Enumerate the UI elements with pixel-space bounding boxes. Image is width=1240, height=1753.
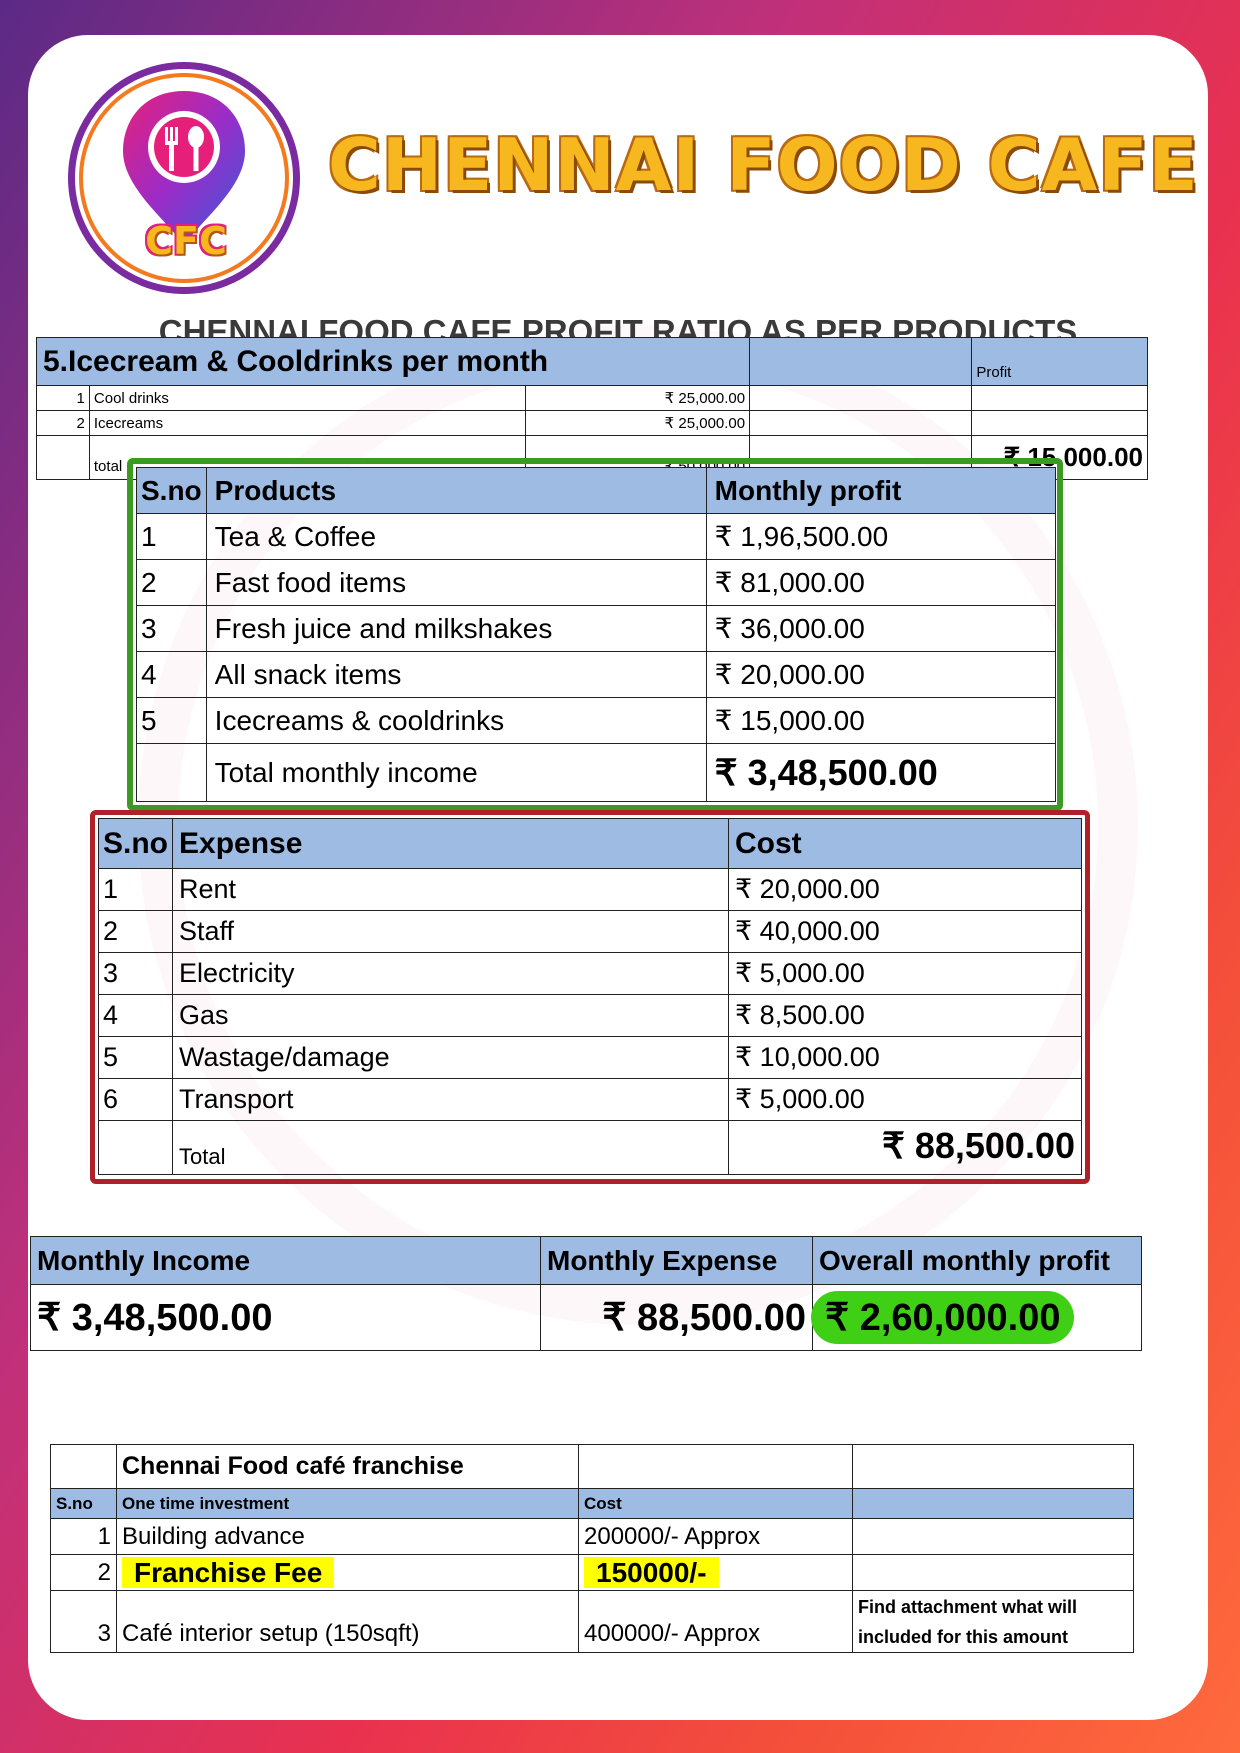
table-row: 2 Icecreams ₹ 25,000.00: [37, 411, 1148, 436]
summary-table: Monthly Income Monthly Expense Overall monthly profit ₹ 3,48,500.00 ₹ 88,500.00 ₹ 2,60,000.00: [30, 1236, 1142, 1351]
profit-header: Profit: [972, 338, 1148, 386]
table-row: 2 Fast food items ₹ 81,000.00: [137, 560, 1056, 606]
table-row: 5 Wastage/damage ₹ 10,000.00: [99, 1037, 1082, 1079]
franchise-caption: Chennai Food café franchise: [117, 1445, 579, 1489]
franchise-fee-value: 150000/-: [584, 1557, 719, 1588]
table-row-total: Total monthly income ₹ 3,48,500.00: [137, 744, 1056, 802]
summary-income: ₹ 3,48,500.00: [31, 1285, 541, 1351]
table-row: 1 Tea & Coffee ₹ 1,96,500.00: [137, 514, 1056, 560]
table-row: 2 Staff ₹ 40,000.00: [99, 911, 1082, 953]
page-title: CHENNAI FOOD CAFE PROFIT RATIO AS PER PRODUCTS: [158, 313, 1078, 350]
table-row: 4 All snack items ₹ 20,000.00: [137, 652, 1056, 698]
franchise-table: Chennai Food café franchise S.no One time investment Cost 1 Building advance 200000/- Approx 2 Franchise Fee 150000/- 3 Café interior setup (150sqft) 400000/- Approx Find attachment what will included for this amount: [50, 1444, 1134, 1653]
table-row-total: Total ₹ 88,500.00: [99, 1121, 1082, 1175]
total-expense-value: ₹ 88,500.00: [729, 1121, 1082, 1175]
products-table: S.no Products Monthly profit 1 Tea & Coffee ₹ 1,96,500.00 2 Fast food items ₹ 81,000.00 3 Fresh juice and milkshakes ₹ 36,000.00 4 All snack items ₹ 20,000.00 5 Icecreams & cooldrinks ₹ 15,000.00 Total monthly income ₹ 3,48,500.00: [136, 467, 1056, 802]
table-row-total: total ₹ 50,000.00 ₹ 15,000.00: [37, 436, 1148, 480]
icecream-table-title: 5.Icecream & Cooldrinks per month: [37, 338, 750, 386]
franchise-fee-label: Franchise Fee: [122, 1557, 334, 1588]
table-row: 6 Transport ₹ 5,000.00: [99, 1079, 1082, 1121]
logo-text: CFC: [145, 219, 227, 263]
summary-expense: ₹ 88,500.00: [541, 1285, 813, 1351]
franchise-note: Find attachment what will included for this amount: [853, 1591, 1134, 1653]
brand-logo: [68, 62, 300, 294]
brand-title: CHENNAI FOOD CAFE: [328, 123, 1199, 207]
table-row: 3 Fresh juice and milkshakes ₹ 36,000.00: [137, 606, 1056, 652]
table-row: 3 Electricity ₹ 5,000.00: [99, 953, 1082, 995]
table-row: 1 Cool drinks ₹ 25,000.00: [37, 386, 1148, 411]
table-row: 5 Icecreams & cooldrinks ₹ 15,000.00: [137, 698, 1056, 744]
expense-table: S.no Expense Cost 1 Rent ₹ 20,000.00 2 Staff ₹ 40,000.00 3 Electricity ₹ 5,000.00 4 Gas ₹ 8,500.00 5 Wastage/damage ₹ 10,000.00 6 Transport ₹ 5,000.00 Total ₹ 88,500.00: [98, 818, 1082, 1175]
icecream-profit-value: ₹ 15,000.00: [972, 436, 1148, 480]
table-row: 1 Building advance 200000/- Approx: [51, 1519, 1134, 1555]
table-row: 4 Gas ₹ 8,500.00: [99, 995, 1082, 1037]
total-income-value: ₹ 3,48,500.00: [706, 744, 1055, 802]
overall-profit-badge: ₹ 2,60,000.00: [811, 1291, 1074, 1344]
table-row: 1 Rent ₹ 20,000.00: [99, 869, 1082, 911]
table-row: 2 Franchise Fee 150000/-: [51, 1555, 1134, 1591]
table-row: 3 Café interior setup (150sqft) 400000/- Approx Find attachment what will included for this amount: [51, 1591, 1134, 1653]
